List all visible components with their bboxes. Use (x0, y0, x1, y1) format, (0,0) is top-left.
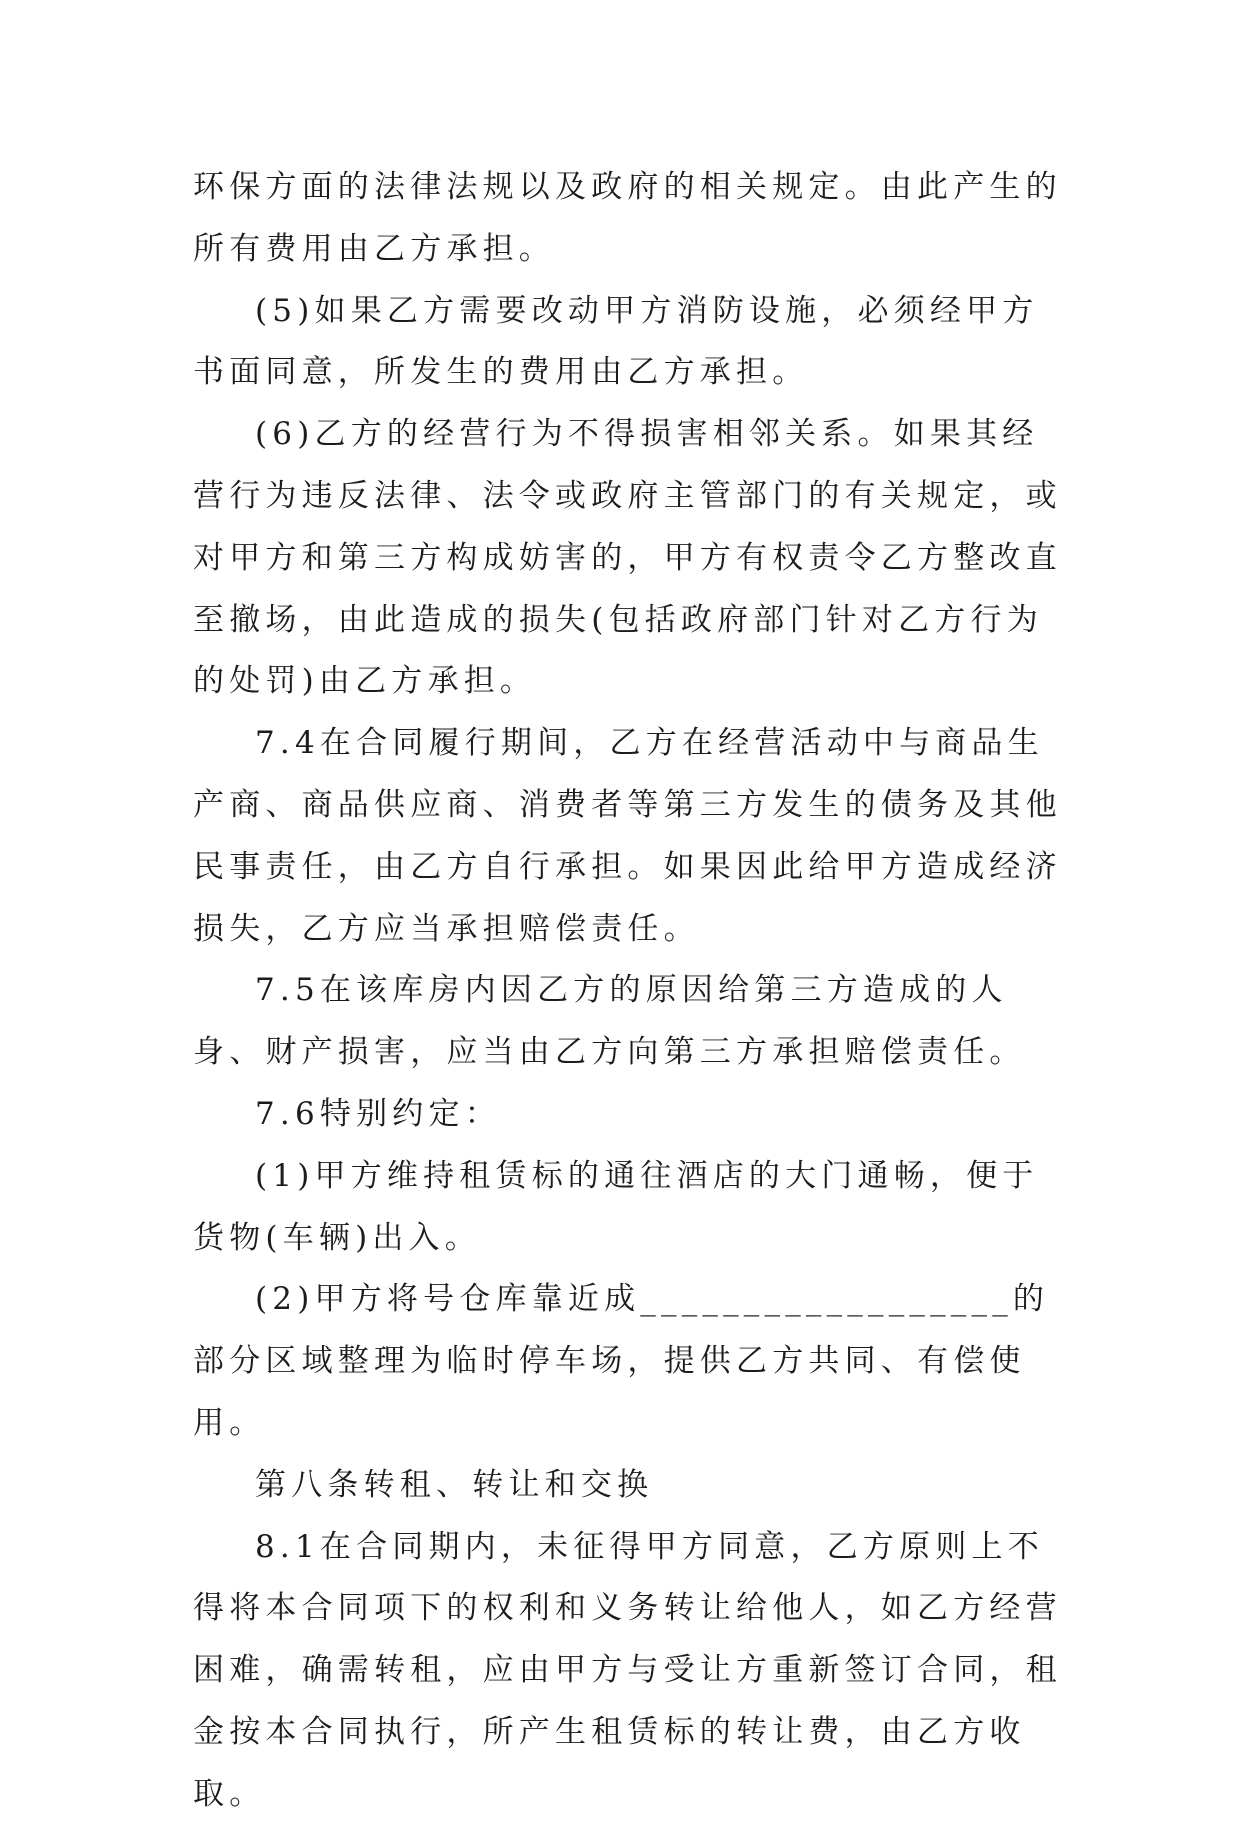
paragraph-special-item-1-gate-access: (1)甲方维持租赁标的通往酒店的大门通畅，便于货物(车辆)出入。 (193, 1157, 1039, 1256)
section-heading-article-8: 第八条转租、转让和交换 (255, 1466, 654, 1503)
paragraph-clause-7-4-third-party-debts: 7.4在合同履行期间，乙方在经营活动中与商品生产商、商品供应商、消费者等第三方发生的债务及其他民事责任，由乙方自行承担。如果因此给甲方造成经济损失，乙方应当承担赔偿责任。 (193, 725, 1062, 947)
paragraph-special-item-2-parking: (2)甲方将号仓库靠近成__________________的部分区域整理为临时停车场，提供乙方共同、有偿使用。 (193, 1281, 1050, 1441)
paragraph-environmental-regulations: 环保方面的法律法规以及政府的相关规定。由此产生的所有费用由乙方承担。 (193, 169, 1062, 267)
paragraph-clause-7-6-special-agreement: 7.6特别约定： (255, 1095, 501, 1132)
paragraph-clause-6-business-conduct: (6)乙方的经营行为不得损害相邻关系。如果其经营行为违反法律、法令或政府主管部门的有关规定，或对甲方和第三方构成妨害的，甲方有权责令乙方整改直至撤场，由此造成的损失(包括政府部门针对乙方行为的处罚)由乙方承担。 (193, 416, 1062, 700)
paragraph-clause-8-1-sublease: 8.1在合同期内，未征得甲方同意，乙方原则上不得将本合同项下的权利和义务转让给他人，如乙方经营困难，确需转租，应由甲方与受让方重新签订合同，租金按本合同执行，所产生租赁标的转让费，由乙方收取。 (193, 1528, 1062, 1812)
paragraph-clause-5-fire-facilities: (5)如果乙方需要改动甲方消防设施，必须经甲方书面同意，所发生的费用由乙方承担。 (193, 292, 1039, 391)
document-body (193, 157, 1073, 1826)
paragraph-clause-7-5-third-party-damage: 7.5在该库房内因乙方的原因给第三方造成的人身、财产损害，应当由乙方向第三方承担赔偿责任。 (193, 972, 1026, 1071)
